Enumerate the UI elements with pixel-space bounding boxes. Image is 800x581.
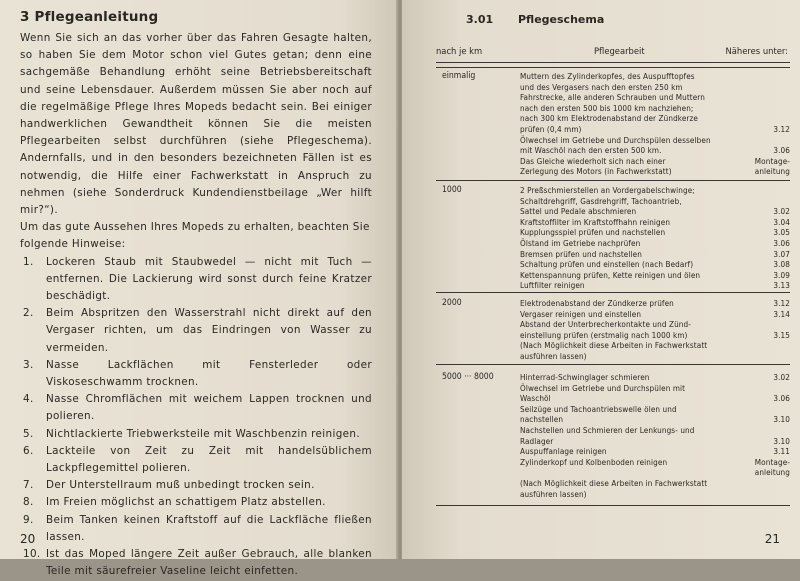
hint-item (20, 391, 372, 425)
interval-km: einmalig (442, 71, 476, 81)
task-text: Luftfilter reinigen (520, 280, 585, 291)
schedule-title: Pflegeschema (518, 13, 605, 26)
column-header-km: nach je km (436, 46, 483, 56)
table-divider (436, 62, 790, 63)
task-reference: 3.04 (773, 216, 790, 227)
task-reference (786, 71, 790, 82)
task-line (520, 156, 790, 167)
maintenance-tasks (520, 372, 790, 499)
section-title: 3 Pflegeanleitung (20, 9, 159, 25)
task-text: Radlager (520, 435, 554, 446)
task-text: Kupplungsspiel prüfen und nachstellen (520, 227, 666, 238)
task-line (520, 270, 790, 281)
hint-item (20, 494, 372, 511)
task-reference (786, 404, 790, 415)
task-text: Sattel und Pedale abschmieren (520, 206, 637, 217)
task-reference (786, 92, 790, 103)
interval-km: 1000 (442, 185, 462, 195)
task-line (520, 404, 790, 415)
task-text: nachstellen (520, 414, 564, 425)
task-reference (786, 478, 790, 489)
task-reference (786, 383, 790, 394)
task-text: Elektrodenabstand der Zündkerze prüfen (520, 298, 674, 308)
task-text: Kraftstoffilter im Kraftstoffhahn reinigen (520, 216, 671, 227)
hint-item (20, 254, 372, 306)
hint-text: Nasse Lackflächen mit Fensterleder oder Viskoseschwamm trocknen. (46, 358, 372, 389)
hint-number: 3. (23, 358, 34, 371)
care-instructions-text (20, 30, 372, 581)
hint-text: Nasse Chromflächen mit weichem Lappen trocknen und polieren. (46, 393, 372, 423)
task-reference: 3.12 (773, 298, 790, 308)
task-reference: 3.15 (773, 329, 790, 340)
hint-number: 10. (23, 548, 41, 561)
interval-km: 5000 ··· 8000 (442, 372, 494, 382)
task-line (520, 414, 790, 425)
task-reference (786, 425, 790, 436)
task-reference (786, 103, 790, 114)
task-line (520, 372, 790, 383)
task-line (520, 457, 790, 468)
task-reference: 3.07 (773, 248, 790, 259)
task-text: Hinterrad-Schwinglager schmieren (520, 372, 650, 382)
task-line (520, 340, 790, 351)
hint-number: 5. (23, 427, 34, 440)
task-line (520, 227, 790, 238)
hint-item (20, 512, 372, 546)
task-text: Das Gleiche wiederholt sich nach einer (520, 155, 666, 166)
task-line (520, 82, 790, 93)
hint-number: 9. (23, 513, 34, 526)
task-line (520, 383, 790, 394)
task-reference: 3.02 (773, 206, 790, 217)
task-text: einstellung prüfen (erstmalig nach 1000 km) (520, 329, 688, 340)
task-text: und des Vergasers nach den ersten 250 km (520, 81, 683, 92)
task-line (520, 196, 790, 207)
task-line (520, 393, 790, 404)
task-line (520, 425, 790, 436)
task-line (520, 259, 790, 270)
hint-text: Lockeren Staub mit Staubwedel — nicht mit Tuch — entfernen. Die Lackierung wird sonst durch feine Kratzer beschädigt. (46, 255, 372, 303)
task-text: ausführen lassen) (520, 488, 587, 499)
hints-lead: Um das gute Aussehen Ihres Mopeds zu erhalten, beachten Sie folgende Hinweise: (20, 221, 370, 251)
task-reference (786, 135, 790, 146)
task-text (520, 467, 751, 478)
hint-text: Im Freien möglichst an schattigem Platz abstellen. (46, 496, 326, 509)
task-reference: 3.13 (773, 280, 790, 291)
hint-text: Beim Abspritzen den Wasserstrahl nicht direkt auf den Vergaser richten, um das Eindringen von Wasser zu vermeiden. (46, 307, 372, 354)
task-text: (Nach Möglichkeit diese Arbeiten in Fachwerkstatt (520, 477, 708, 488)
column-header-reference: Näheres unter: (725, 46, 788, 56)
task-reference: anleitung (754, 166, 790, 177)
task-text: nach den ersten 500 bis 1000 km nachziehen; (520, 102, 694, 113)
task-line (520, 103, 790, 114)
hint-item (20, 443, 372, 477)
intro-paragraph: Wenn Sie sich an das vorher über das Fahren Gesagte halten, so haben Sie dem Motor schon viel Gutes getan; denn eine sachgemäße Behandlung erhöht seine Betriebsbereitschaft und seine Lebensdauer. Außerdem müssen Sie aber noch auf die regelmäßige Pflege Ihres Mopeds bedacht sein. Bei einiger handwerklichen Gewandtheit können Sie die meisten Pflegearbeiten selbst durchführen (siehe Pflegeschema). Andernfalls, und in den besonders bezeichneten Fällen ist es notwendig, die Hilfe einer Fachwerkstatt in Anspruch zu nehmen (siehe Sonderdruck Kundendienstbeilage „Wer hilft mir?“). (20, 32, 372, 217)
task-line (520, 206, 790, 217)
task-reference: 3.06 (773, 393, 790, 404)
task-text: Seilzüge und Tachoantriebswelle ölen und (520, 403, 677, 414)
task-line (520, 330, 790, 341)
hint-item (20, 426, 372, 443)
task-text: Ölstand im Getriebe nachprüfen (520, 237, 641, 248)
table-header (432, 38, 788, 60)
maintenance-tasks (520, 185, 790, 291)
maintenance-tasks (520, 298, 790, 362)
task-text: Nachstellen und Schmieren der Lenkungs- und (520, 424, 695, 435)
task-reference: 3.11 (773, 446, 790, 457)
task-reference: 3.06 (773, 145, 790, 156)
task-line (520, 217, 790, 228)
task-text: ausführen lassen) (520, 350, 587, 361)
task-text: Bremsen prüfen und nachstellen (520, 248, 642, 259)
hint-number: 2. (23, 307, 34, 320)
task-reference: anleitung (754, 467, 790, 478)
hint-text: Ist das Moped längere Zeit außer Gebrauch, alle blanken Teile mit säurefreier Vaseline leicht einfetten. (46, 548, 372, 578)
task-line (520, 135, 790, 146)
hint-list (20, 254, 372, 581)
hint-number: 4. (23, 393, 34, 406)
task-reference: 3.12 (773, 123, 790, 134)
section-number: 3.01 (466, 13, 494, 26)
task-line (520, 446, 790, 457)
table-divider (436, 292, 790, 293)
table-divider (436, 180, 790, 181)
task-text: prüfen (0,4 mm) (520, 123, 582, 134)
task-text: Vergaser reinigen und einstellen (520, 308, 642, 319)
task-line (520, 351, 790, 362)
task-text: Abstand der Unterbrecherkontakte und Zünd- (520, 319, 691, 330)
maintenance-tasks (520, 71, 790, 177)
hint-item (20, 477, 372, 494)
task-text: 2 Preßschmierstellen an Vordergabelschwinge; (520, 185, 695, 195)
task-line (520, 185, 790, 196)
task-reference (786, 196, 790, 207)
task-line (520, 166, 790, 177)
hint-text: Beim Tanken keinen Kraftstoff auf die Lackfläche fließen lassen. (46, 513, 372, 543)
task-reference (786, 82, 790, 93)
task-text: nach 300 km Elektrodenabstand der Zündkerze (520, 113, 699, 124)
task-text: Ölwechsel im Getriebe und Durchspülen mit (520, 382, 686, 393)
task-text: Zylinderkopf und Kolbenboden reinigen (520, 456, 668, 467)
hint-item (20, 546, 372, 580)
task-text: Schaltung prüfen und einstellen (nach Bedarf) (520, 259, 694, 270)
hint-text: Lackteile von Zeit zu Zeit mit handelsüblichem Lackpflegemittel polieren. (46, 444, 372, 475)
right-page (402, 0, 800, 559)
column-header-work: Pflegearbeit (594, 46, 645, 56)
task-reference (786, 113, 790, 124)
hint-text: Der Unterstellraum muß unbedingt trocken sein. (46, 479, 315, 492)
task-reference: 3.05 (773, 227, 790, 238)
task-text: Kettenspannung prüfen, Kette reinigen und ölen (520, 269, 701, 280)
task-line (520, 478, 790, 489)
task-line (520, 436, 790, 447)
task-reference: 3.14 (773, 308, 790, 319)
task-text: Fahrstrecke, alle anderen Schrauben und Muttern (520, 92, 705, 103)
task-line (520, 298, 790, 309)
task-reference (786, 340, 790, 351)
task-text: mit Waschöl nach den ersten 500 km. (520, 145, 662, 156)
hint-text: Nichtlackierte Triebwerksteile mit Waschbenzin reinigen. (46, 427, 360, 440)
hint-item (20, 305, 372, 357)
task-line (520, 92, 790, 103)
task-text: Schaltdrehgriff, Gasdrehgriff, Tachoantrieb, (520, 195, 682, 206)
task-line (520, 467, 790, 478)
task-text: (Nach Möglichkeit diese Arbeiten in Fachwerkstatt (520, 340, 708, 351)
task-text: Ölwechsel im Getriebe und Durchspülen desselben (520, 134, 711, 145)
table-divider (436, 364, 790, 365)
interval-km: 2000 (442, 298, 462, 308)
task-reference (786, 489, 790, 500)
task-text: Auspuffanlage reinigen (520, 446, 607, 457)
task-line (520, 249, 790, 260)
task-line (520, 238, 790, 249)
hint-number: 6. (23, 444, 34, 457)
task-reference (786, 319, 790, 330)
task-reference: Montage- (754, 456, 790, 467)
schedule-heading (466, 13, 786, 26)
table-divider (436, 67, 790, 68)
task-text: Muttern des Zylinderkopfes, des Auspufftopfes (520, 71, 695, 81)
hint-number: 7. (23, 479, 34, 492)
task-text: Waschöl (520, 393, 551, 404)
task-line (520, 124, 790, 135)
task-reference (786, 351, 790, 362)
task-reference: 3.09 (773, 269, 790, 280)
hint-item (20, 357, 372, 391)
hint-number: 8. (23, 496, 34, 509)
task-reference: 3.10 (773, 435, 790, 446)
task-line (520, 280, 790, 291)
task-line (520, 71, 790, 82)
page-number: 21 (764, 532, 780, 546)
task-line (520, 145, 790, 156)
task-text: Zerlegung des Motors (in Fachwerkstatt) (520, 166, 672, 177)
task-line (520, 309, 790, 320)
task-reference: Montage- (754, 155, 790, 166)
task-line (520, 319, 790, 330)
task-reference: 3.08 (773, 259, 790, 270)
hint-number: 1. (23, 255, 34, 268)
task-reference: 3.02 (773, 372, 790, 382)
task-reference: 3.10 (773, 414, 790, 425)
table-divider (436, 505, 790, 506)
task-line (520, 113, 790, 124)
left-page (0, 0, 398, 578)
page-number: 20 (20, 532, 36, 546)
task-reference: 3.06 (773, 237, 790, 248)
task-line (520, 489, 790, 500)
task-reference (786, 185, 790, 196)
